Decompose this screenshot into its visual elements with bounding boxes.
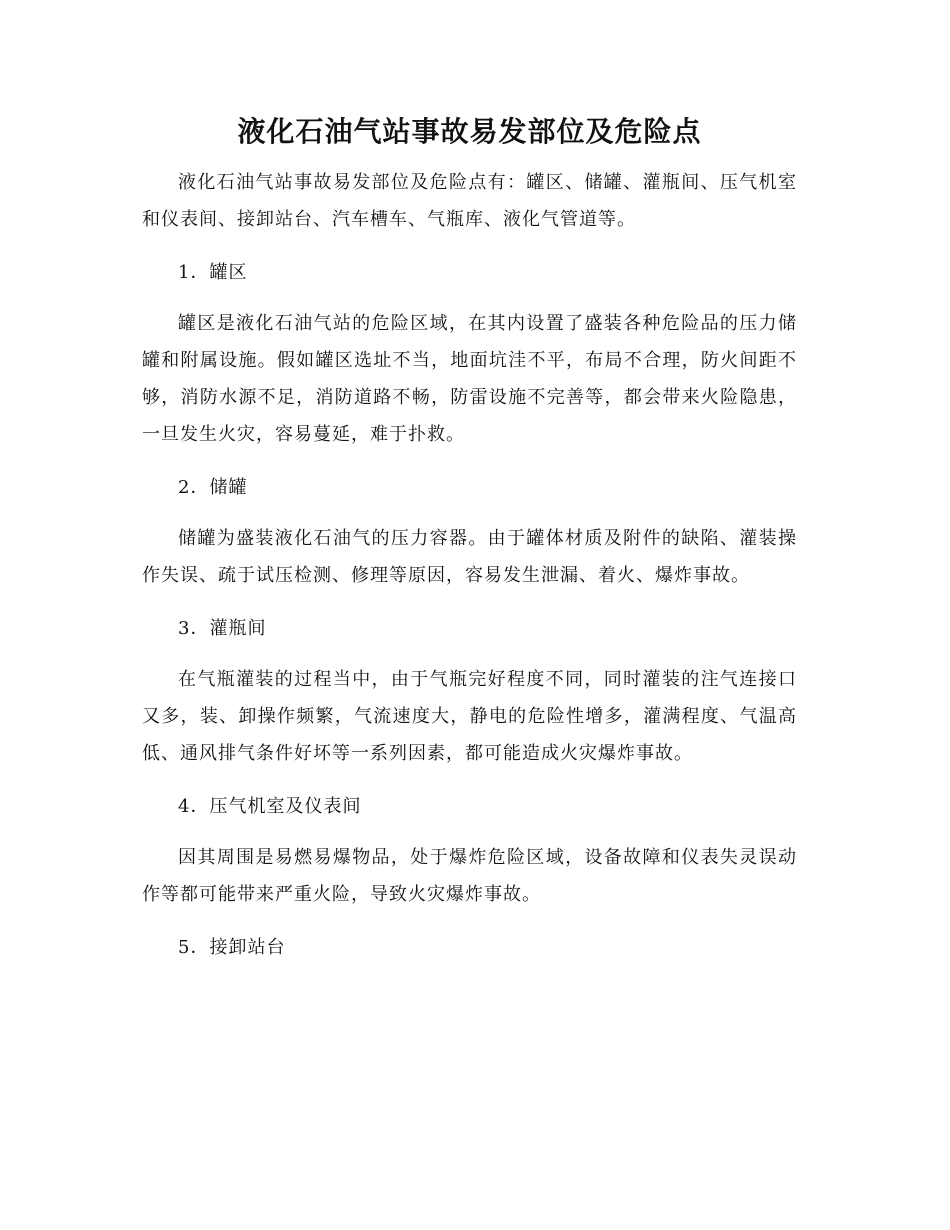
section-body-2: 储罐为盛装液化石油气的压力容器。由于罐体材质及附件的缺陷、灌装操作失误、疏于试压检测、修理等原因，容易发生泄漏、着火、爆炸事故。 <box>142 528 797 586</box>
section-heading-4: 4．压气机室及仪表间 <box>178 796 362 817</box>
section-heading-3: 3．灌瓶间 <box>178 618 267 639</box>
section-heading-2: 2．储罐 <box>178 477 248 498</box>
document-page <box>142 112 797 966</box>
intro-paragraph: 液化石油气站事故易发部位及危险点有：罐区、储罐、灌瓶间、压气机室和仪表间、接卸站台、汽车槽车、气瓶库、液化气管道等。 <box>142 172 797 230</box>
section-body-1: 罐区是液化石油气站的危险区域，在其内设置了盛装各种危险品的压力储罐和附属设施。假如罐区选址不当，地面坑洼不平，布局不合理，防火间距不够，消防水源不足，消防道路不畅，防雷设施不完善等，都会带来火险隐患，一旦发生火灾，容易蔓延，难于扑救。 <box>142 313 797 445</box>
section-body-3: 在气瓶灌装的过程当中，由于气瓶完好程度不同，同时灌装的注气连接口又多，装、卸操作频繁，气流速度大，静电的危险性增多，灌满程度、气温高低、通风排气条件好坏等一系列因素，都可能造成火灾爆炸事故。 <box>142 669 797 764</box>
section-body-4: 因其周围是易燃易爆物品，处于爆炸危险区域，设备故障和仪表失灵误动作等都可能带来严重火险，导致火灾爆炸事故。 <box>142 847 797 905</box>
document-title: 液化石油气站事故易发部位及危险点 <box>237 115 702 148</box>
section-heading-1: 1．罐区 <box>178 262 248 283</box>
section-heading-5: 5．接卸站台 <box>178 937 286 958</box>
